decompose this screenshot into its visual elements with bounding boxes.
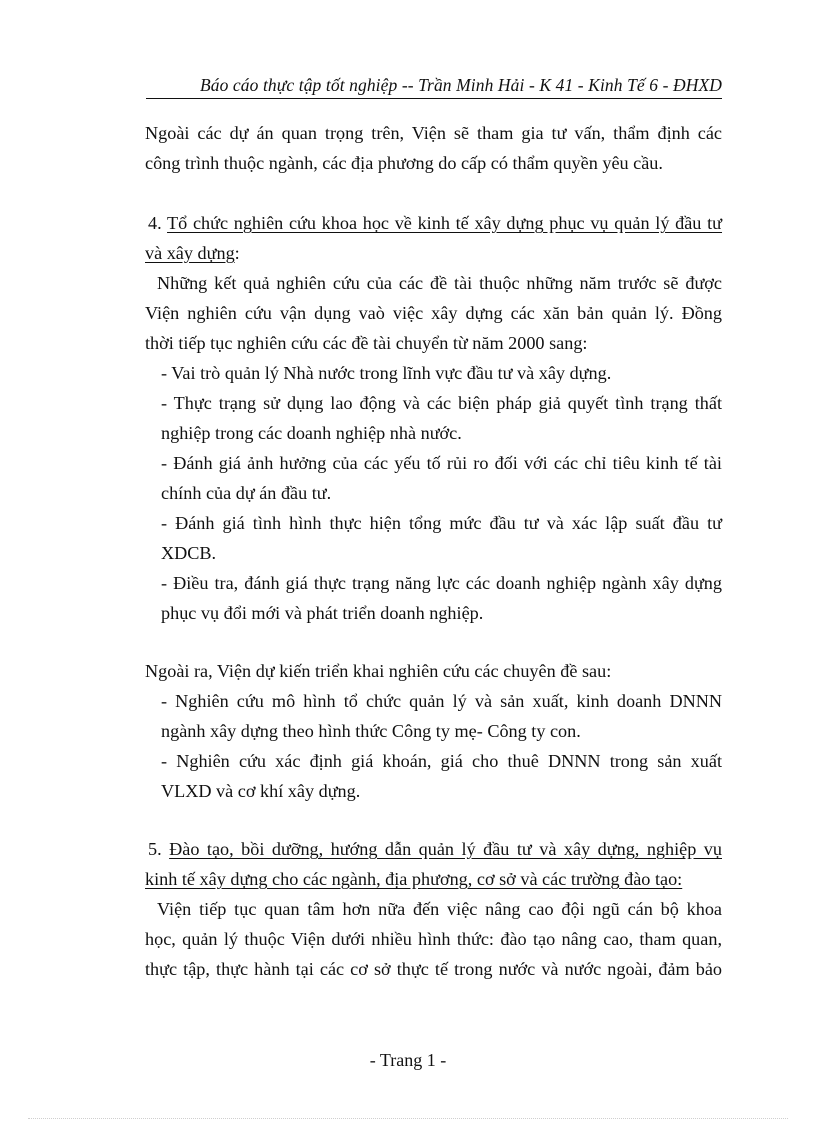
bullet-item-cont: phục vụ đổi mới và phát triển doanh nghiệp. (161, 603, 484, 623)
section-4-number: 4. (148, 213, 162, 233)
additional-topics-list (161, 686, 722, 806)
intro-line: công trình thuộc ngành, các địa phương do cấp có thẩm quyền yêu cầu. (145, 153, 663, 173)
section-5-title-part2: kinh tế xây dựng cho các ngành, địa phương, cơ sở và các trường đào tạo: (145, 869, 683, 889)
paragraph-line: thời tiếp tục nghiên cứu các đề tài chuyển từ năm 2000 sang: (145, 333, 588, 353)
paragraph-line: thực tập, thực hành tại các cơ sở thực tế trong nước và nước ngoài, đảm bảo (145, 959, 722, 979)
intro-line: Ngoài các dự án quan trọng trên, Viện sẽ tham gia tư vấn, thẩm định các (145, 123, 722, 143)
bullet-item: - Nghiên cứu mô hình tổ chức quản lý và sản xuất, kinh doanh DNNN (161, 691, 722, 711)
bullet-item: - Điều tra, đánh giá thực trạng năng lực các doanh nghiệp ngành xây dựng (161, 573, 722, 593)
additional-topics-intro (145, 656, 722, 686)
section-4-title-part2: và xây dựng (145, 243, 235, 263)
section-5-title-part1: Đào tạo, bồi dưỡng, hướng dẫn quản lý đầu tư và xây dựng, nghiệp vụ (169, 839, 722, 859)
bullet-item: - Nghiên cứu xác định giá khoán, giá cho thuê DNNN trong sản xuất (161, 751, 722, 771)
section-4-paragraph (145, 268, 722, 358)
section-5-number: 5. (148, 839, 162, 859)
page-bottom-divider (28, 1118, 788, 1119)
section-4-heading (145, 208, 722, 268)
page-header: Báo cáo thực tập tốt nghiệp -- Trần Minh Hải - K 41 - Kinh Tế 6 - ĐHXD (146, 75, 722, 99)
bullet-item: - Đánh giá tình hình thực hiện tổng mức đầu tư và xác lập suất đầu tư (161, 513, 722, 533)
page-number: - Trang 1 - (369, 1050, 447, 1070)
section-4-heading-line (145, 238, 722, 268)
paragraph-line: Viện tiếp tục quan tâm hơn nữa đến việc nâng cao đội ngũ cán bộ khoa (157, 899, 722, 919)
paragraph-line: học, quản lý thuộc Viện dưới nhiều hình thức: đào tạo nâng cao, tham quan, (145, 929, 722, 949)
bullet-item: - Thực trạng sử dụng lao động và các biện pháp giả quyết tình trạng thất (161, 393, 722, 413)
section-4-heading-line (145, 208, 722, 238)
paragraph-line: Ngoài ra, Viện dự kiến triển khai nghiên cứu các chuyên đề sau: (145, 661, 612, 681)
bullet-item: - Đánh giá ảnh hưởng của các yếu tố rủi ro đối với các chỉ tiêu kinh tế tài (161, 453, 722, 473)
bullet-item-cont: chính của dự án đầu tư. (161, 483, 332, 503)
bullet-item-cont: VLXD và cơ khí xây dựng. (161, 781, 361, 801)
bullet-item-cont: nghiệp trong các doanh nghiệp nhà nước. (161, 423, 462, 443)
section-5-heading-line (145, 834, 722, 864)
paragraph-line: Những kết quả nghiên cứu của các đề tài thuộc những năm trước sẽ được (157, 273, 722, 293)
bullet-item: - Vai trò quản lý Nhà nước trong lĩnh vực đầu tư và xây dựng. (161, 363, 612, 383)
bullet-item-cont: XDCB. (161, 543, 217, 563)
paragraph-line: Viện nghiên cứu vận dụng vaò việc xây dựng các xăn bản quản lý. Đồng (145, 303, 722, 323)
bullet-item-cont: ngành xây dựng theo hình thức Công ty mẹ- Công ty con. (161, 721, 581, 741)
section-5-heading-line (145, 864, 722, 894)
section-5-heading (145, 834, 722, 894)
section-5-paragraph (145, 894, 722, 984)
section-4-bullet-list (161, 358, 722, 628)
section-4-colon: : (234, 243, 240, 263)
section-4-title-part1: Tổ chức nghiên cứu khoa học về kinh tế xây dựng phục vụ quản lý đầu tư (167, 213, 723, 233)
intro-paragraph (145, 118, 722, 178)
